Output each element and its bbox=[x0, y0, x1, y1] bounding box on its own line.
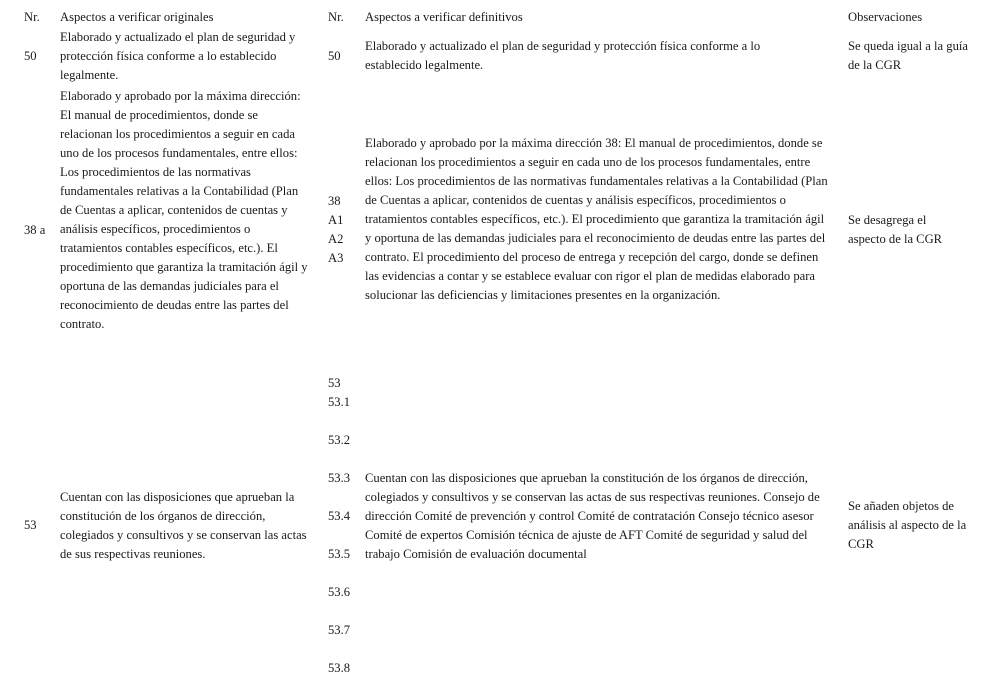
header-observations: Observaciones bbox=[848, 10, 923, 24]
nr-definitive-item: 53.7 bbox=[328, 623, 351, 637]
row-38-nr-original: 38 a bbox=[24, 223, 46, 237]
row-50-observation: Se queda igual a la guía de la CGR bbox=[848, 39, 968, 72]
row-53-aspects-definitive: Cuentan con las disposiciones que aprueban la constitución de los órganos de dirección, colegiados y consultivos y se conservan las actas de sus respectivas reuniones. Consejo de dirección Comité de prevención y control Comité de contratación Consejo técnico asesor Comité de expertos Comisión técnica de ajuste de AFT Comité de seguridad y salud del trabajo Comisión de evaluación documental bbox=[365, 471, 820, 561]
row-53-nr-original: 53 bbox=[24, 518, 37, 532]
header-nr-definitive: Nr. bbox=[328, 10, 344, 24]
row-50-aspects-definitive: Elaborado y actualizado el plan de seguridad y protección física conforme a lo establecido legalmente. bbox=[365, 39, 761, 72]
row-53-observation: Se añaden objetos de análisis al aspecto de la CGR bbox=[848, 499, 967, 551]
nr-definitive-item: A2 bbox=[328, 232, 344, 246]
nr-definitive-item: 53.3 bbox=[328, 471, 351, 485]
row-50-aspects-original: Elaborado y actualizado el plan de seguridad y protección física conforme a lo establecido legalmente. bbox=[60, 30, 296, 82]
nr-definitive-item: 53 bbox=[328, 376, 341, 390]
nr-definitive-item: 53.5 bbox=[328, 547, 351, 561]
row-50-nr-definitive: 50 bbox=[328, 49, 341, 63]
nr-definitive-item: 53.1 bbox=[328, 395, 351, 409]
nr-definitive-item: 53.8 bbox=[328, 661, 351, 675]
row-38-observation: Se desagrega el aspecto de la CGR bbox=[848, 213, 943, 246]
row-38-aspects-original: Elaborado y aprobado por la máxima dirección: El manual de procedimientos, donde se relacionan los procedimientos a seguir en cada uno de los procesos fundamentales, entre ellos: Los procedimientos de las normativas fundamentales relativas a la Contabilidad (Plan de Cuentas a aplicar, contenidos de cuentas y análisis específicos, procedimientos o tratamientos contables específicos, etc.). El procedimiento que garantiza la tramitación ágil y oportuna de las demandas judiciales para el reconocimiento de deudas entre las partes del contrato. bbox=[60, 89, 308, 331]
row-50-nr-original: 50 bbox=[24, 49, 37, 63]
header-aspects-original: Aspectos a verificar originales bbox=[60, 10, 214, 24]
header-nr-original: Nr. bbox=[24, 10, 40, 24]
header-aspects-definitive: Aspectos a verificar definitivos bbox=[365, 10, 523, 24]
nr-definitive-item: A3 bbox=[328, 251, 344, 265]
row-38-nr-definitive-list bbox=[328, 192, 343, 268]
nr-definitive-item: A1 bbox=[328, 213, 344, 227]
nr-definitive-item: 38 bbox=[328, 194, 341, 208]
nr-definitive-item: 53.2 bbox=[328, 433, 351, 447]
row-53-aspects-original: Cuentan con las disposiciones que aprueban la constitución de los órganos de dirección, colegiados y consultivos y se conservan las actas de sus respectivas reuniones. bbox=[60, 490, 307, 561]
row-38-aspects-definitive: Elaborado y aprobado por la máxima dirección 38: El manual de procedimientos, donde se relacionan los procedimientos a seguir en cada uno de los procesos fundamentales, entre ellos: Los procedimientos de las normativas fundamentales relativas a la Contabilidad (Plan de Cuentas a aplicar, contenidos de cuentas y análisis específicos, procedimientos o tratamientos contables específicos, etc.). El procedimiento que garantiza la tramitación ágil y oportuna de las demandas judiciales para el reconocimiento de deudas entre las partes del contrato. El procedimiento del proceso de entrega y recepción del cargo, donde se definen las evidencias a contar y se establece evaluar con rigor el plan de medidas elaborado para solucionar las deficiencias y limitaciones presentes en la organización. bbox=[365, 136, 828, 302]
nr-definitive-item: 53.6 bbox=[328, 585, 351, 599]
nr-definitive-item: 53.4 bbox=[328, 509, 351, 523]
